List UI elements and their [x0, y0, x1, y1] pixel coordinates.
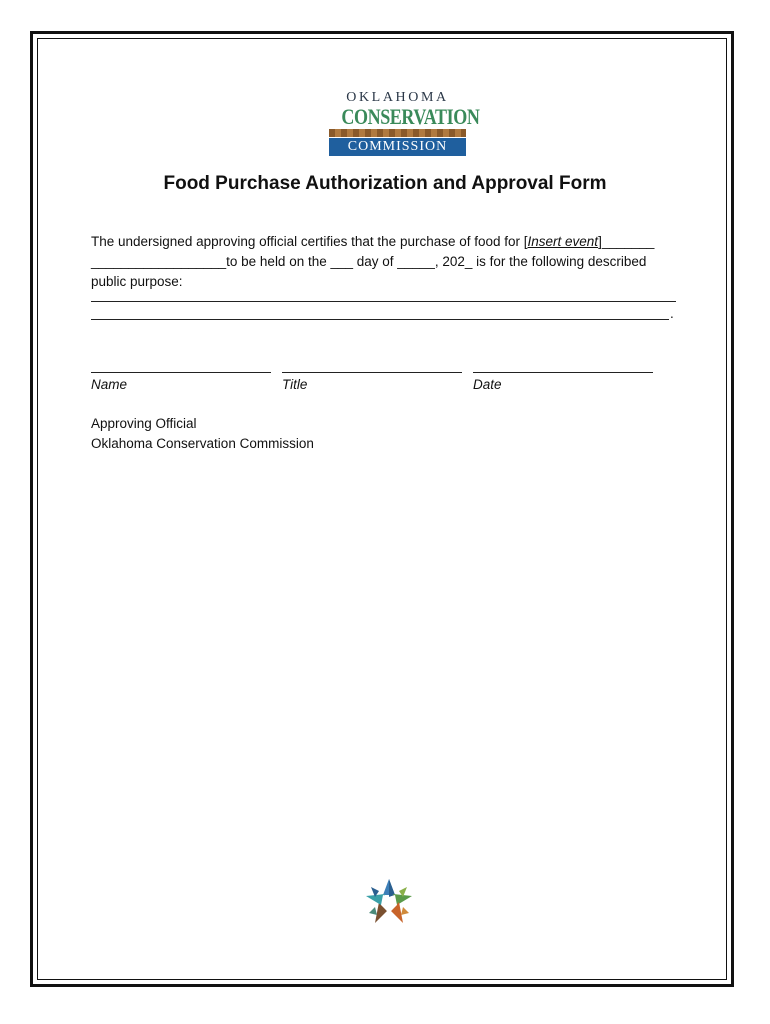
insert-event-placeholder[interactable]: Insert event [527, 234, 599, 249]
date-label: Date [473, 377, 502, 392]
commission-logo [329, 90, 480, 156]
logo-line-oklahoma: OKLAHOMA [346, 90, 449, 105]
purpose-line-2[interactable] [91, 319, 669, 320]
title-signature-line[interactable] [282, 372, 462, 373]
commission-name: Oklahoma Conservation Commission [91, 436, 314, 451]
title-label: Title [282, 377, 308, 392]
purpose-line-1[interactable] [91, 301, 676, 302]
approving-official-block [91, 414, 314, 454]
logo-line-commission: COMMISSION [329, 138, 466, 156]
paragraph-text-end: ]_______ __________________to be held on the ___ day of _____, 202_ is for the following described public purpose: [91, 234, 655, 289]
approving-official-label: Approving Official [91, 416, 197, 431]
certification-paragraph [91, 232, 681, 292]
logo-line-conservation: CONSERVATION [341, 104, 480, 129]
date-signature-line[interactable] [473, 372, 653, 373]
form-title: Food Purchase Authorization and Approval Form [163, 173, 607, 194]
name-signature-line[interactable] [91, 372, 271, 373]
oklahoma-star-icon [364, 878, 414, 928]
purpose-period: . [670, 306, 674, 321]
name-label: Name [91, 377, 128, 392]
paragraph-text-start: The undersigned approving official certifies that the purchase of food for [ [91, 234, 528, 249]
logo-wave-band [329, 129, 466, 137]
